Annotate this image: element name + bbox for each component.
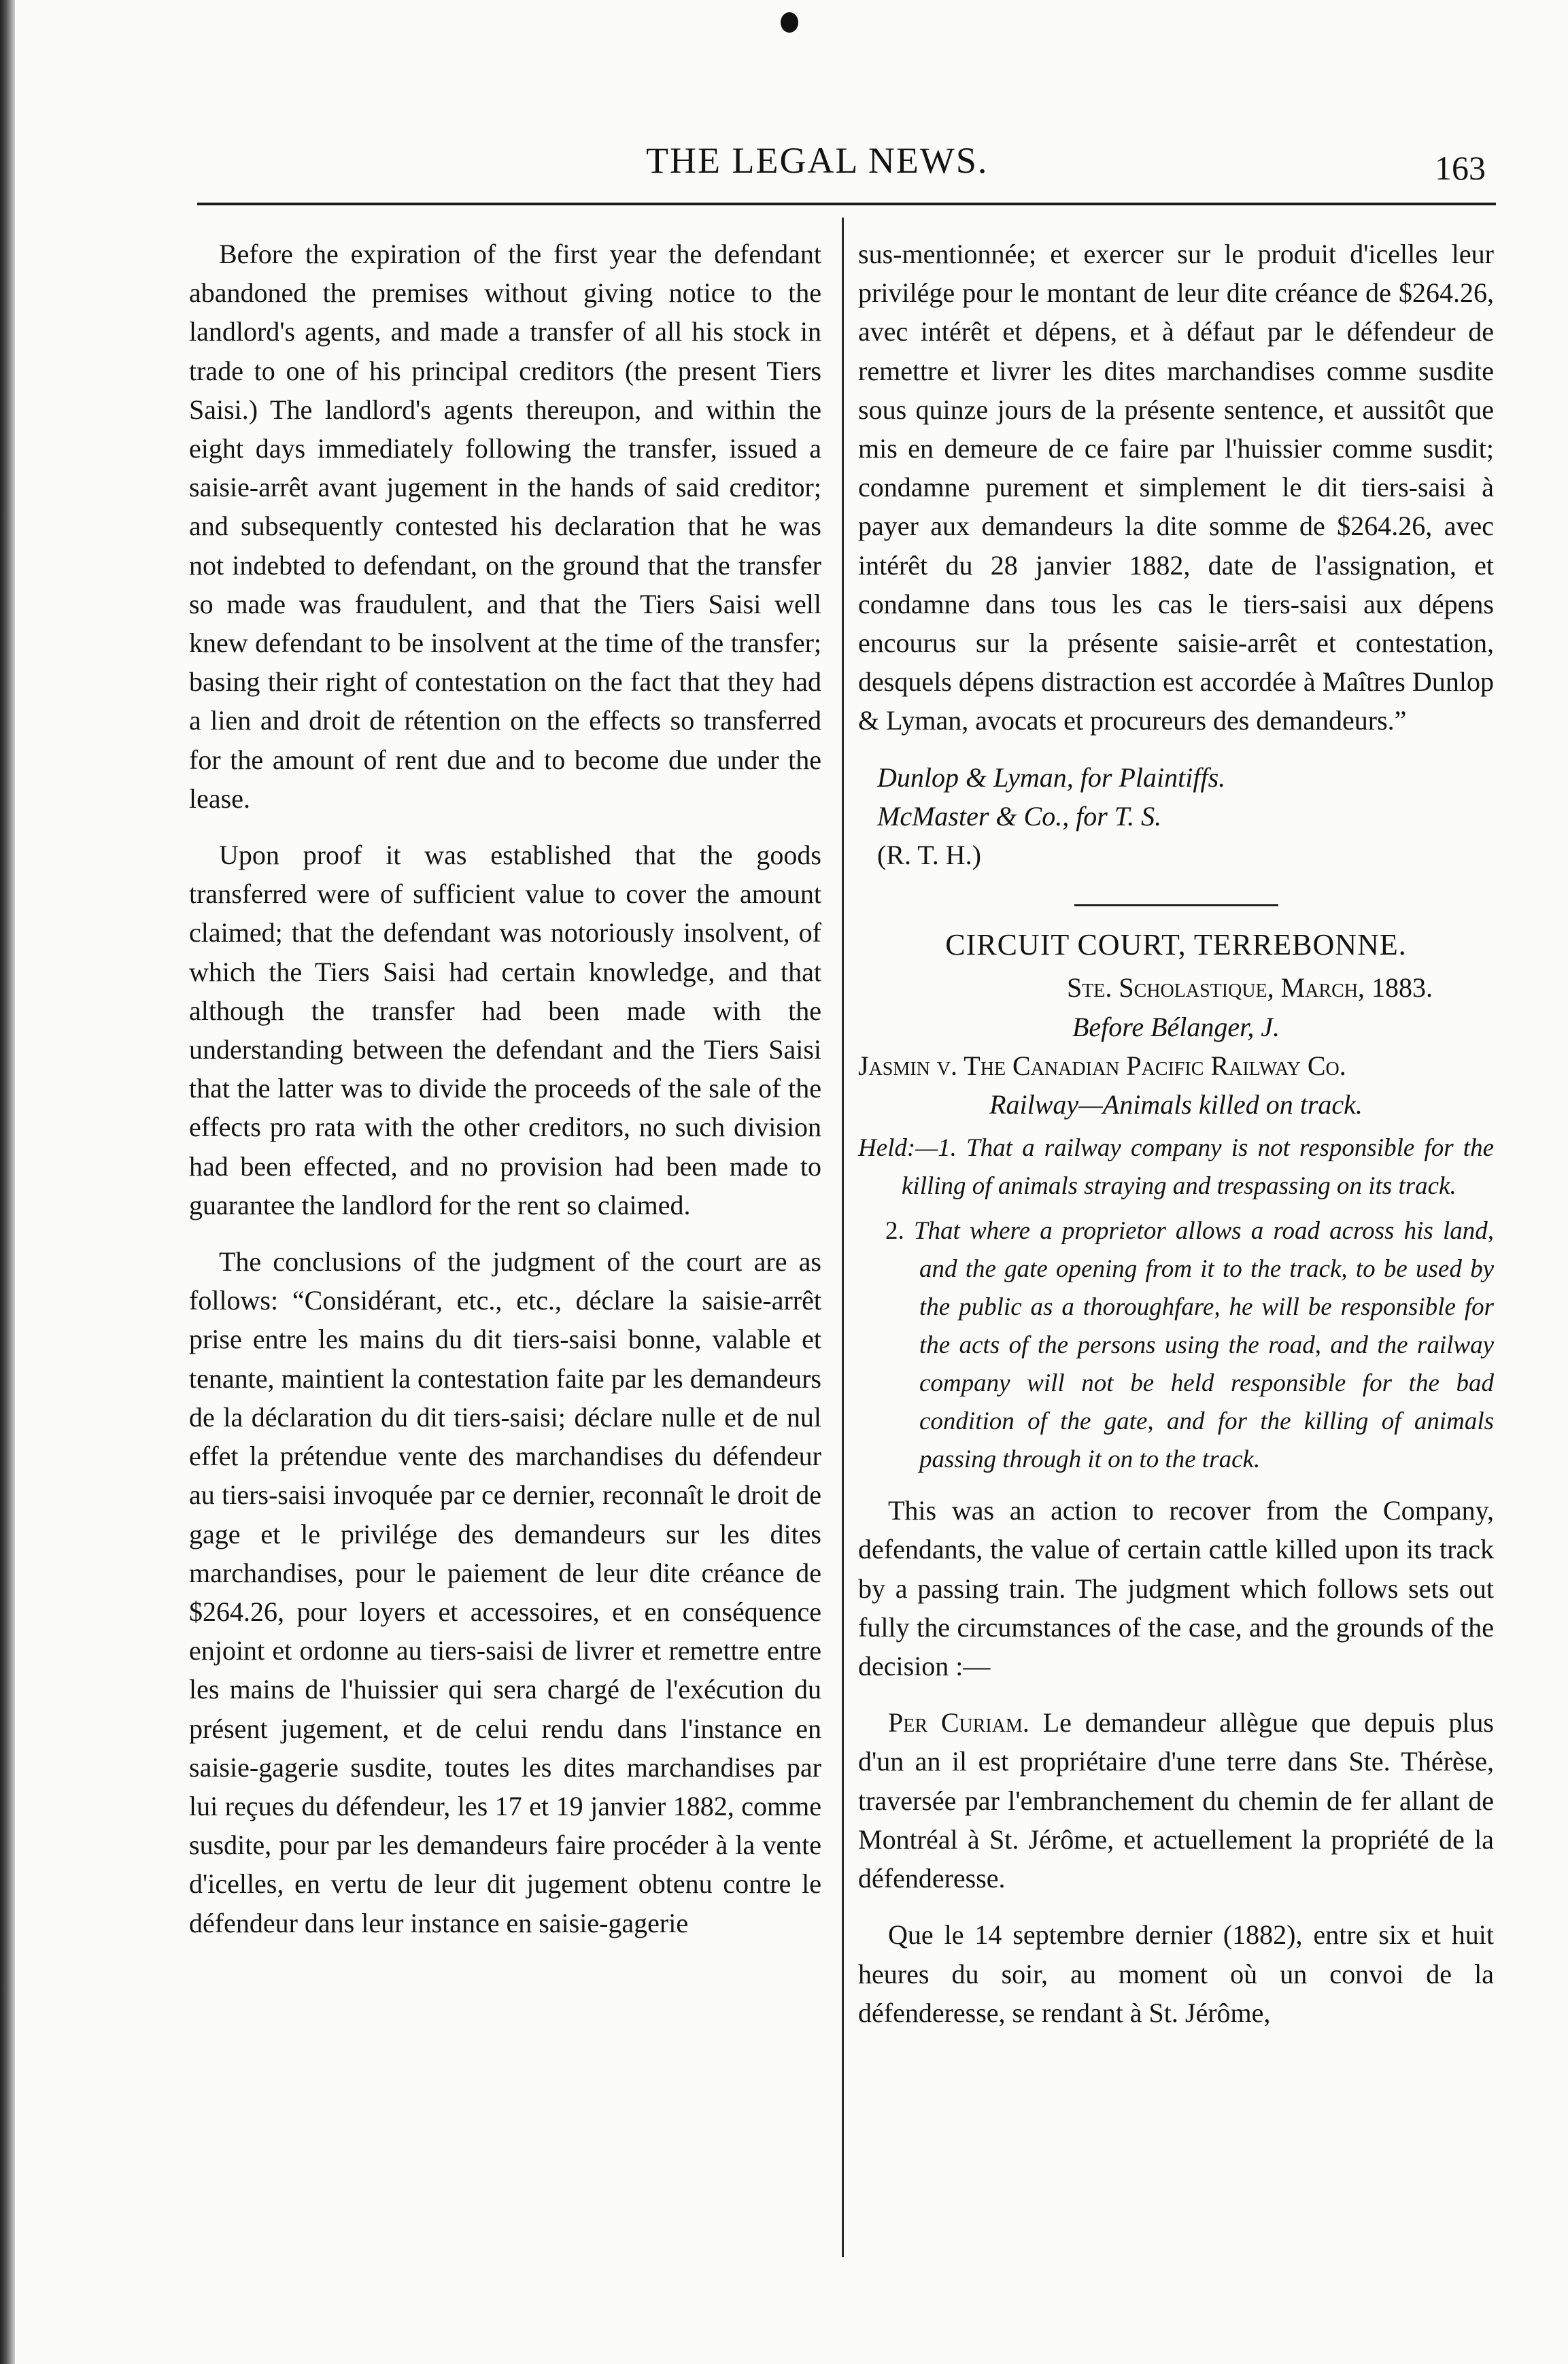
page-number: 163 [1435, 149, 1486, 187]
headnote-2 [858, 1212, 1494, 1479]
held-label: Held: [858, 1134, 916, 1163]
column-divider [842, 218, 844, 2257]
per-curiam-label: Per Curiam. [888, 1707, 1029, 1738]
continuation-paragraph: sus-mentionnée; et exercer sur le produit d'icelles leur privilége pour le montant de leur dite créance de $264.26, avec intérêt et dépens, et à défaut par le défendeur de remettre et livrer les dites marchandises comme susdite sous quinze jours de la présente sentence, et aussitôt que mis en demeure de ce faire par l'huissier comme susdit; condamne purement et simplement le dit tiers-saisi à payer aux demandeurs la dite somme de $264.26, avec intérêt du 28 janvier 1882, date de l'assignation, et condamne dans tous les cas le tiers-saisi aux dépens encourus sur la présente saisie-arrêt et contestation, desquels dépens distraction est accordée à Maîtres Dunlop & Lyman, avocats et procureurs des demandeurs.” [858, 239, 1494, 736]
running-head: THE LEGAL NEWS. [646, 140, 989, 181]
paragraph: Before the expiration of the first year the defendant abandoned the premises without giving notice to the landlord's agents, and made a transfer of all his stock in trade to one of his principal creditors (the present Tiers Saisi.) The landlord's agents thereupon, and within the eight days immediately following the transfer, issued a saisie-arrêt avant jugement in the hands of said creditor; and subsequently contested his declaration that he was not indebted to defendant, on the ground that the transfer so made was fraudulent, and that the Tiers Saisi well knew defendant to be insolvent at the time of the transfer; basing their right of contestation on the fact that they had a lien and droit de rétention on the effects so transferred for the amount of rent due and to become due under the lease. [189, 239, 821, 814]
per-curiam-text: Le demandeur allègue que depuis plus d'un an il est propriétaire d'une terre dans Ste. Thérèse, traversée par l'embranchement du chemin de fer allant de Montréal à St. Jérôme, et actuellement la propriété de la défenderesse. [858, 1707, 1494, 1894]
place-date: Ste. Scholastique, March, 1883. [1066, 972, 1433, 1004]
left-column [189, 235, 821, 1960]
paragraph: This was an action to recover from the Company, defendants, the value of certain cattle killed upon its track by a passing train. The judgment which follows sets out fully the circumstances of the case, and the grounds of the decision :— [858, 1495, 1494, 1682]
paragraph: The conclusions of the judgment of the court are as follows: “Considérant, etc., etc., déclare la saisie-arrêt prise entre les mains du dit tiers-saisi bonne, valable et tenante, maintient la contestation faite par les demandeurs de la déclaration du dit tiers-saisi; déclare nulle et de nul effet la prétendue vente des marchandises du défendeur au tiers-saisi invoquée par ce dernier, reconnaît le droit de gage et le privilége des demandeurs sur les dites marchandises, pour le paiement de leur dite créance de $264.26, pour loyers et accessoires, et en conséquence enjoint et ordonne au tiers-saisi de livrer et remettre entre les mains de l'huissier qui sera chargé de l'exécution du présent jugement, et de celui rendu dans l'instance en saisie-gagerie susdite, toutes les dites marchandises par lui reçues du défendeur, les 17 et 19 janvier 1882, comme susdite, pour par les demandeurs faire procéder à la vente d'icelles, en vertu de leur dit jugement obtenu contre le défendeur dans leur instance en saisie-gagerie [189, 1246, 821, 1938]
counsel-list [858, 758, 1494, 875]
held-2-number: 2. [885, 1217, 904, 1246]
binding-edge [0, 0, 15, 2364]
held-2-text: That where a proprietor allows a road across his land, and the gate opening from it to the track, to be used by the public as a thoroughfare, he will be responsible for the acts of the persons using the road, and the railway company will not be held responsible for the bad condition of the gate, and for the killing of animals passing through it on to the track. [913, 1217, 1494, 1474]
case-subject: Railway—Animals killed on track. [989, 1089, 1363, 1120]
reporter-initials: (R. T. H.) [877, 840, 981, 871]
counsel-tiers-saisi: McMaster & Co., for T. S. [877, 800, 1162, 832]
paragraph: Que le 14 septembre dernier (1882), entre six et huit heures du soir, au moment où un convoi de la défenderesse, se rendant à St. Jérôme, [858, 1919, 1494, 2028]
court-title: CIRCUIT COURT, TERREBONNE. [945, 928, 1407, 962]
header-rule [197, 203, 1496, 205]
section-rule [1074, 904, 1278, 906]
held-1-text: —1. That a railway company is not responsible for the killing of animals straying and trespassing on its track. [902, 1134, 1494, 1201]
paragraph: Upon proof it was established that the goods transferred were of sufficient value to cover the amount claimed; that the defendant was notoriously insolvent, of which the Tiers Saisi had certain knowledge, and that although the transfer had been made with the understanding between the defendant and the Tiers Saisi that the latter was to divide the proceeds of the sale of the effects pro rata with the other creditors, no such division had been effected, and no provision had been made to guarantee the landlord for the rent so claimed. [189, 840, 821, 1220]
case-title: Jasmin v. The Canadian Pacific Railway Co. [858, 1050, 1346, 1081]
counsel-plaintiffs: Dunlop & Lyman, for Plaintiffs. [877, 761, 1226, 793]
headnote-1 [858, 1129, 1494, 1205]
per-curiam-paragraph [858, 1703, 1494, 1898]
right-column [858, 235, 1494, 2050]
ink-dot [781, 12, 798, 33]
judge-line: Before Bélanger, J. [1072, 1011, 1280, 1042]
